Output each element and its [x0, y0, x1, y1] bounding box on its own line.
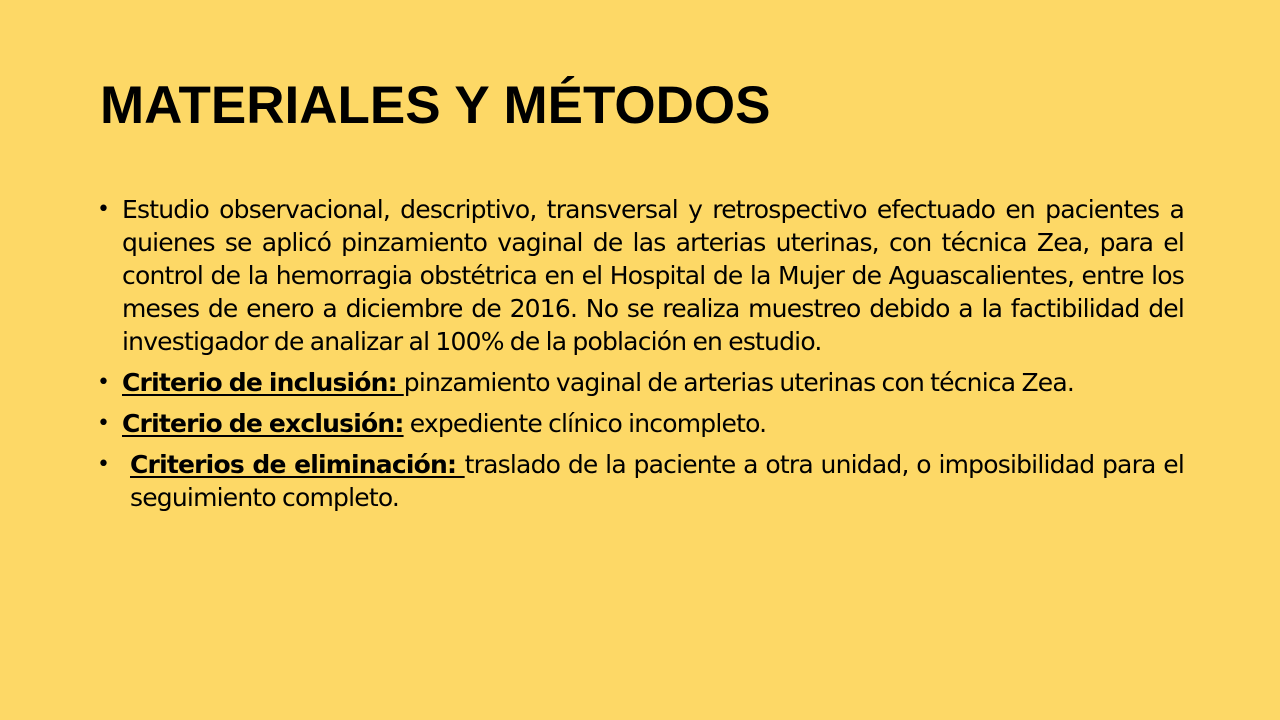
bullet-list	[97, 193, 1184, 514]
slide-title: MATERIALES Y MÉTODOS	[100, 76, 771, 135]
bullet-label: Criterio de inclusión:	[122, 368, 404, 397]
bullet-elimination-criteria	[97, 448, 1184, 514]
bullet-text: expediente clínico incompleto.	[403, 409, 767, 438]
bullet-text: Estudio observacional, descriptivo, transversal y retrospectivo efectuado en pacientes a quienes se aplicó pinzamiento vaginal de las arterias uterinas, con técnica Zea, para el control de la hemorragia obstétrica en el Hospital de la Mujer de Aguascalientes, entre los meses de enero a diciembre de 2016. No se realiza muestreo debido a la factibilidad del investigador de analizar al 100% de la población en estudio.	[122, 195, 1184, 356]
bullet-label: Criterio de exclusión:	[122, 409, 404, 438]
bullet-inclusion-criteria	[97, 366, 1184, 399]
bullet-label: Criterios de eliminación:	[130, 450, 465, 479]
bullet-text: traslado de la paciente a otra unidad, o imposibilidad para el seguimiento completo.	[130, 450, 1184, 512]
bullet-exclusion-criteria	[97, 407, 1184, 440]
bullet-text: pinzamiento vaginal de arterias uterinas con técnica Zea.	[403, 368, 1075, 397]
slide-content	[97, 193, 1184, 522]
bullet-study-description	[97, 193, 1184, 358]
